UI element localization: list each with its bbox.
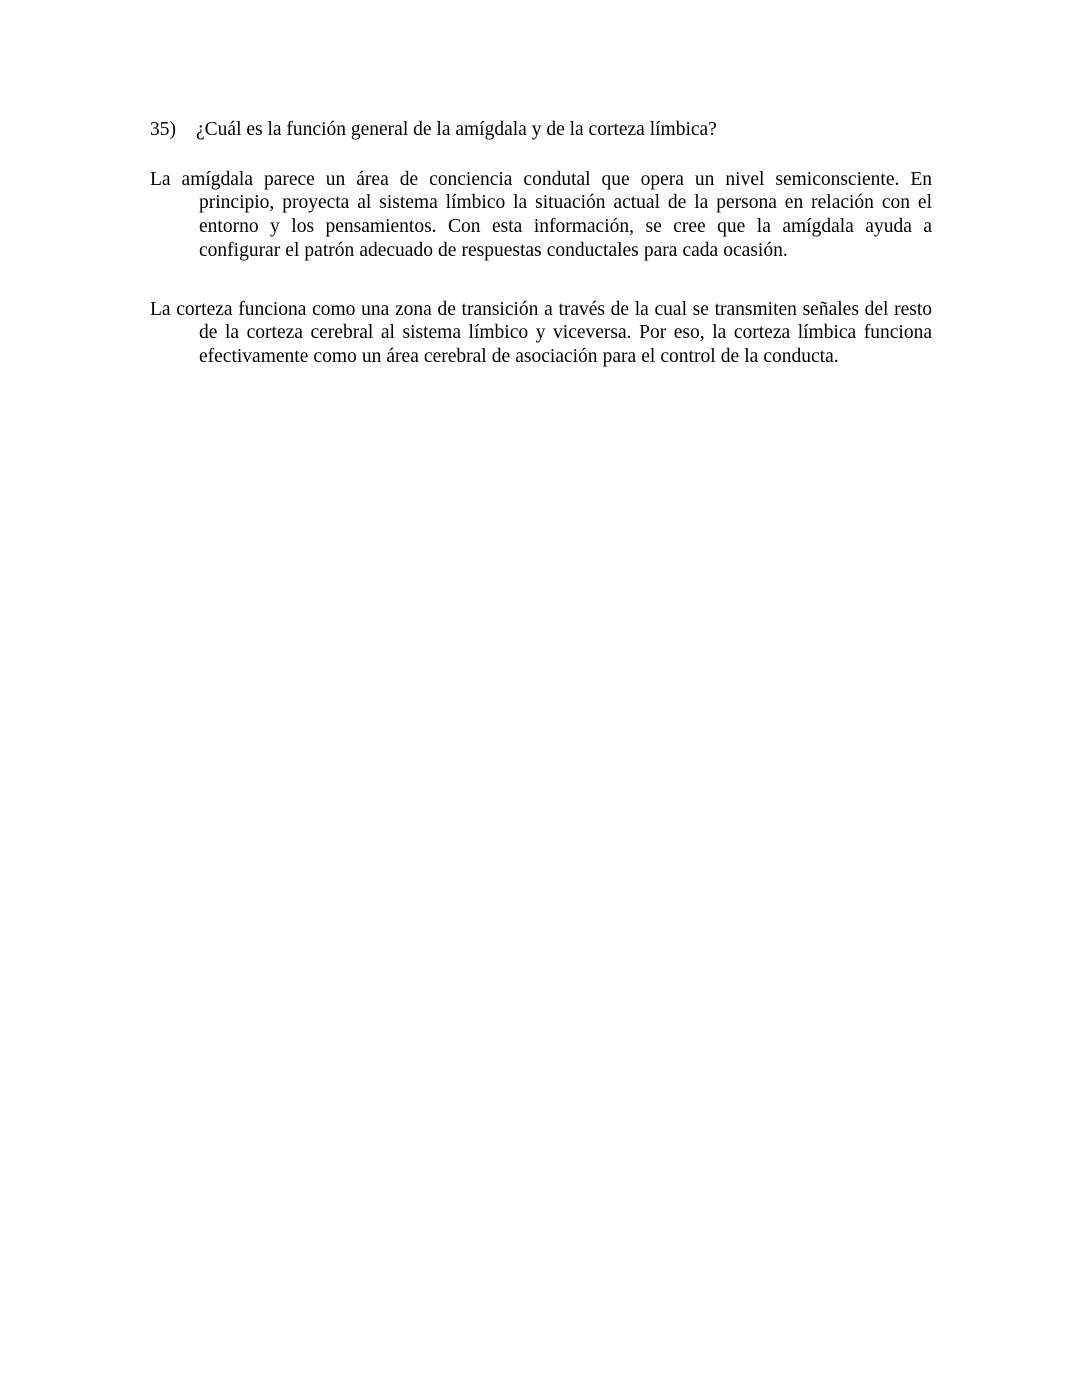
numbered-question	[150, 118, 932, 142]
question-number: 35)	[150, 119, 176, 140]
document-content	[150, 118, 932, 369]
paragraph-amigdala: La amígdala parece un área de conciencia condutal que opera un nivel semiconsciente. En principio, proyecta al sistema límbico la situación actual de la persona en relación con el entorno y los pensamientos. Con esta información, se cree que la amígdala ayuda a configurar el patrón adecuado de respuestas conductales para cada ocasión.	[150, 168, 932, 261]
question-text: ¿Cuál es la función general de la amígdala y de la corteza límbica?	[196, 119, 717, 140]
paragraph-corteza: La corteza funciona como una zona de transición a través de la cual se transmiten señales del resto de la corteza cerebral al sistema límbico y viceversa. Por eso, la corteza límbica funciona efectivamente como un área cerebral de asociación para el control de la conducta.	[150, 298, 932, 367]
